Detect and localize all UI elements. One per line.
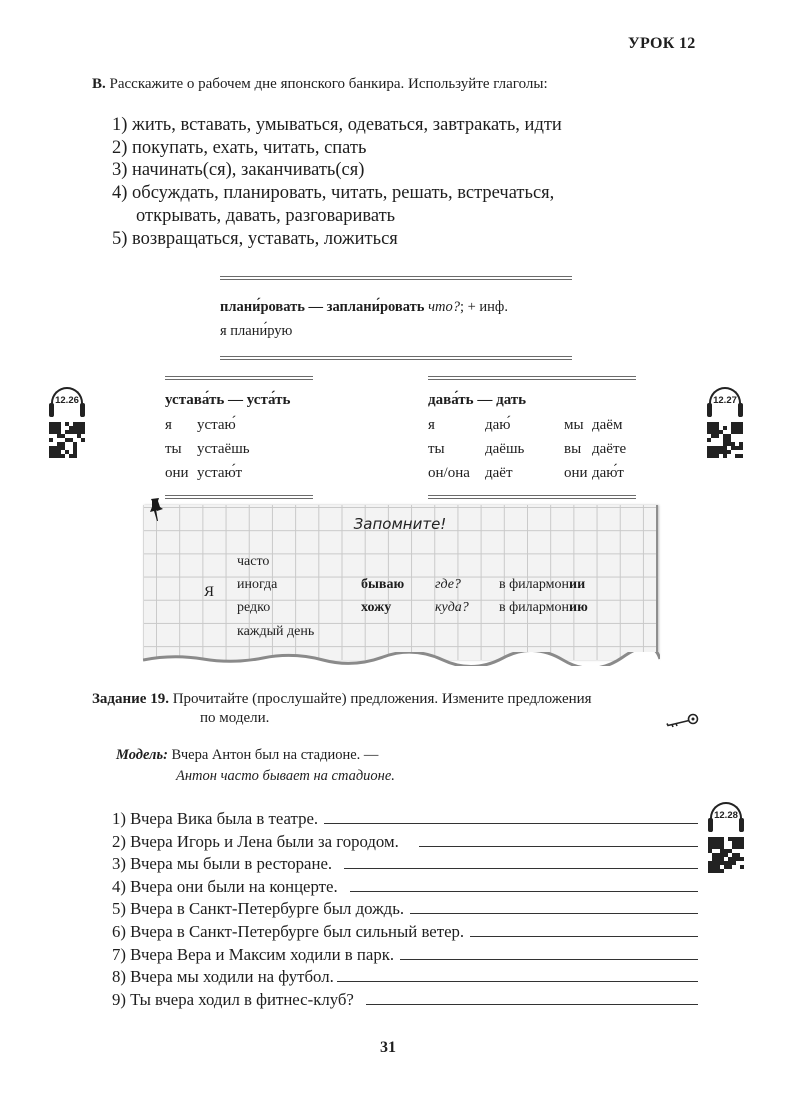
exercise-item <box>112 898 698 921</box>
task-b-letter: В. <box>92 76 106 92</box>
verb-pair-suffix: ; + инф. <box>459 299 508 315</box>
divider <box>165 376 313 380</box>
answer-blank[interactable] <box>410 898 698 914</box>
answer-blank[interactable] <box>337 966 698 982</box>
conjugation-row <box>165 413 250 437</box>
divider <box>165 495 313 499</box>
case-ending: ию <box>569 600 588 616</box>
pronoun: мы <box>564 416 584 433</box>
task-b-instruction <box>92 76 548 93</box>
verb-form: даёте <box>592 440 627 457</box>
verb-list <box>112 114 562 250</box>
pronoun: я <box>165 416 172 433</box>
verbs-column <box>361 573 404 619</box>
verb-form: даю́ <box>485 416 511 433</box>
qr-module <box>81 454 85 458</box>
divider <box>428 495 636 499</box>
answer-blank[interactable] <box>419 831 698 847</box>
place-phrase <box>499 573 588 596</box>
sentence: 1) Вчера Вика была в театре. <box>112 809 319 828</box>
remember-title: Запомните! <box>353 515 447 533</box>
place-stem: в филармон <box>499 600 570 616</box>
verb-form: даёт <box>485 464 513 481</box>
conjugation-table <box>428 413 626 485</box>
frequency-adverbs <box>237 550 314 643</box>
task-label: Задание 19. <box>92 691 169 707</box>
sentence: 3) Вчера мы были в ресторане. <box>112 854 333 874</box>
task-text-continuation: по модели. <box>200 710 270 726</box>
question-word: где? <box>435 577 461 592</box>
lesson-header: УРОК 12 <box>628 35 696 52</box>
verb-form: устаёшь <box>197 440 250 457</box>
answer-blank[interactable] <box>344 853 698 869</box>
exercise-item <box>112 989 698 1012</box>
sentence: 5) Вчера в Санкт-Петербурге был дождь. <box>112 899 405 919</box>
model-example <box>116 745 395 787</box>
verb-group: 5) возвращаться, уставать, ложиться <box>112 228 398 249</box>
verb-group: 1) жить, вставать, умываться, одеваться, завтракать, идти <box>112 115 562 135</box>
task-text: Прочитайте (прослушайте) предложения. Измените предложения <box>172 691 592 707</box>
verb: хожу <box>361 600 392 616</box>
sentence: 6) Вчера в Санкт-Петербурге был сильный ветер. <box>112 921 465 941</box>
task-19-instruction <box>92 690 712 728</box>
conjugation-row <box>428 437 626 461</box>
verb-form: даём <box>592 416 623 433</box>
conjugation-example: я плани́рую <box>220 323 293 339</box>
answer-blank[interactable] <box>470 921 698 937</box>
adverb: редко <box>237 600 271 616</box>
conjugation-box-davat <box>428 376 636 499</box>
headphones-icon <box>706 802 746 834</box>
page-number: 31 <box>380 1039 396 1056</box>
pronoun: вы <box>564 440 582 457</box>
question-word: куда? <box>435 600 469 616</box>
conjugation-table <box>165 413 250 485</box>
model-label: Модель: <box>116 747 168 763</box>
conjugation-row <box>428 461 626 485</box>
exercise-sentences <box>112 808 698 1011</box>
conjugation-box-ustavat <box>165 376 313 499</box>
conjugation-title: устава́ть — уста́ть <box>165 392 291 408</box>
audio-track-badge[interactable] <box>45 387 89 458</box>
sentence: 4) Вчера они были на концерте. <box>112 876 338 896</box>
conjugation-row <box>165 437 250 461</box>
answer-blank[interactable] <box>350 876 698 892</box>
model-answer: Антон часто бывает на стадионе. <box>176 768 395 784</box>
verb-group-continuation: открывать, давать, разговаривать <box>136 205 396 226</box>
pronoun: ты <box>428 440 445 457</box>
audio-track-badge[interactable] <box>704 802 748 873</box>
adverb: иногда <box>237 577 278 593</box>
qr-code-icon[interactable] <box>707 422 743 458</box>
exercise-item <box>112 944 698 967</box>
places-column <box>499 573 588 619</box>
exercise-item <box>112 876 698 899</box>
exercise-item <box>112 831 698 854</box>
remember-box <box>143 505 658 660</box>
pronoun: они <box>165 464 189 481</box>
verb-form: даёшь <box>485 440 525 457</box>
verb-group: 4) обсуждать, планировать, читать, решать, встречаться, <box>112 183 555 204</box>
answer-blank[interactable] <box>324 808 698 824</box>
questions-column <box>435 573 469 619</box>
audio-track-badge[interactable] <box>703 387 747 458</box>
divider <box>428 376 636 380</box>
adverb: каждый день <box>237 623 315 639</box>
track-number: 12.28 <box>714 810 738 821</box>
grammar-box-planirovat <box>220 276 572 360</box>
exercise-item <box>112 808 698 831</box>
pronoun: я <box>428 416 435 433</box>
key-icon[interactable] <box>664 713 700 729</box>
qr-code-icon[interactable] <box>708 837 744 873</box>
exercise-item <box>112 853 698 876</box>
verb-pair <box>220 299 572 316</box>
case-ending: ии <box>569 577 586 592</box>
exercise-item <box>112 921 698 944</box>
place-stem: в филармон <box>499 577 570 592</box>
verb-group: 3) начинать(ся), заканчивать(ся) <box>112 160 365 181</box>
model-sentence: Вчера Антон был на стадионе. — <box>171 747 379 763</box>
conjugation-row <box>428 413 626 437</box>
verb-form: устаю́ <box>197 416 236 433</box>
task-b-text: Расскажите о рабочем дне японского банкира. Используйте глаголы: <box>109 76 548 92</box>
verb-group: 2) покупать, ехать, читать, спать <box>112 137 367 158</box>
headphones-icon <box>47 387 87 419</box>
pronoun: они <box>564 464 588 481</box>
question-word: что? <box>428 299 460 315</box>
headphones-icon <box>705 387 745 419</box>
pronoun: он/она <box>428 464 470 481</box>
track-number: 12.26 <box>55 395 79 406</box>
exercise-item <box>112 966 698 989</box>
adverb: часто <box>237 554 270 569</box>
place-phrase <box>499 596 588 619</box>
sentence: 8) Вчера мы ходили на футбол. <box>112 967 334 987</box>
sentence: 2) Вчера Игорь и Лена были за городом. <box>112 831 399 851</box>
subject-pronoun: Я <box>204 584 215 600</box>
sentence: 7) Вчера Вера и Максим ходили в парк. <box>112 944 395 964</box>
answer-blank[interactable] <box>366 989 698 1005</box>
verb: бываю <box>361 577 405 592</box>
qr-module <box>740 869 744 873</box>
qr-module <box>739 454 743 458</box>
answer-blank[interactable] <box>400 944 698 960</box>
conjugation-title: дава́ть — дать <box>428 392 527 408</box>
verb-form: даю́т <box>592 464 624 481</box>
verb-form: устаю́т <box>197 464 243 481</box>
verb-pair-text: плани́ровать — заплани́ровать <box>220 299 425 315</box>
torn-edge <box>143 652 660 666</box>
sentence: 9) Ты вчера ходил в фитнес-клуб? <box>112 989 354 1009</box>
track-number: 12.27 <box>713 395 737 406</box>
divider <box>220 356 572 360</box>
conjugation-row <box>165 461 250 485</box>
pronoun: ты <box>165 440 182 457</box>
divider <box>220 276 572 280</box>
qr-code-icon[interactable] <box>49 422 85 458</box>
